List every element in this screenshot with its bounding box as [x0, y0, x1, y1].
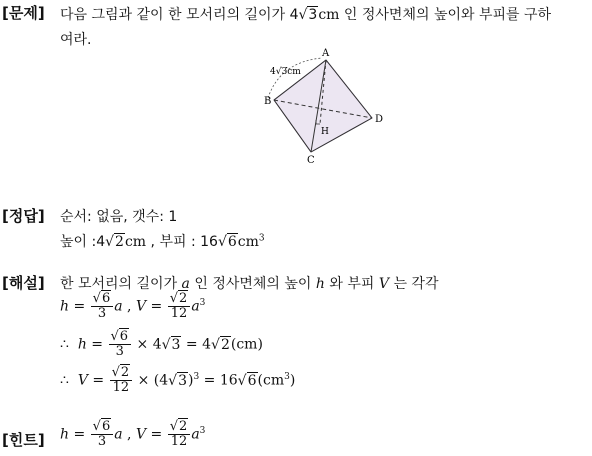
explanation-line1: 한 모서리의 길이가 a 인 정사면체의 높이 h 와 부피 V 는 각각: [60, 276, 439, 292]
explanation-formula2: ∴ h = $\frac{√6}{3}$ × 4√3 = 4√2(cm): [60, 329, 263, 359]
explanation-formula1: h = $\frac{√6}{3}$ a , V = $\frac{√2}{12}$ $a^3$: [60, 291, 206, 321]
edge-length-label: 4√3cm: [270, 67, 301, 77]
answer-order-count: 순서: 없음, 갯수: 1: [60, 209, 178, 225]
vertex-B-label: B: [264, 96, 272, 107]
vertex-D-label: D: [375, 114, 384, 125]
problem-text-line2: 여라.: [60, 32, 92, 48]
problem-text-line1: 다음 그림과 같이 한 모서리의 길이가 4√3cm 인 정사면체의 높이와 부피를 구하: [60, 7, 552, 23]
hint-label: [힌트]: [2, 431, 45, 449]
explanation-formula3: ∴ V = $\frac{√2}{12}$ × $(4√3)^3 = 16√6(cm^3)$: [60, 365, 296, 395]
problem-label: [문제]: [2, 4, 45, 22]
answer-values: 높이 :4√2cm , 부피 : $16√6cm^3$: [60, 233, 265, 250]
edge-length: 4√3: [289, 7, 318, 23]
answer-label: [정답]: [2, 207, 45, 225]
foot-H-label: H: [321, 127, 329, 137]
vertex-A-label: A: [322, 48, 330, 59]
explanation-label: [해설]: [2, 274, 45, 292]
vertex-C-label: C: [307, 155, 315, 166]
hint-formula: h = $\frac{√6}{3}$ a , V = $\frac{√2}{12}$ $a^3$: [60, 419, 206, 449]
